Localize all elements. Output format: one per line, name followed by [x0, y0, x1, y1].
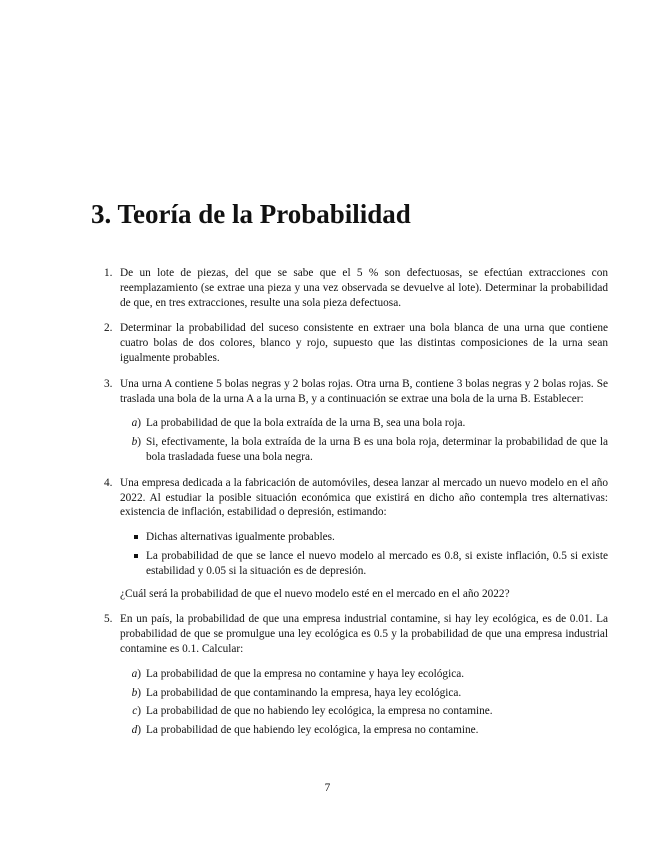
exercise-text: De un lote de piezas, del que se sabe que el 5 % son defectuosas, se efectúan extracciones con reemplazamiento (se extrae una pieza y una vez observada se devuelve al lote). Determinar la probabilidad de que, en tres extracciones, resulte una sola pieza defectuosa. [120, 267, 608, 309]
square-bullet-icon [134, 535, 138, 539]
exercise-question: ¿Cuál será la probabilidad de que el nuevo modelo esté en el mercado en el año 2022? [120, 587, 510, 600]
sub-question-text: La probabilidad de que la empresa no contamine y haya ley ecológica. [146, 667, 465, 680]
bullet-text: La probabilidad de que se lance el nuevo modelo al mercado es 0.8, si existe inflación, 0.5 si existe estabilidad y 0.05 si la situación es de depresión. [146, 549, 608, 577]
sub-question-b [131, 435, 608, 465]
sub-question-text: La probabilidad de que la bola extraída de la urna B, sea una bola roja. [146, 417, 466, 430]
bullet-item [146, 530, 608, 545]
sub-question-text: La probabilidad de que contaminando la empresa, haya ley ecológica. [146, 686, 462, 699]
exercise-number: 5. [104, 613, 113, 626]
exercise-text: En un país, la probabilidad de que una empresa industrial contamine, si hay ley ecológica, es de 0.01. La probabilidad de que se promulgue una ley ecológica es 0.5 y la probabilidad de que una empresa industrial contamine es 0.1. Calcular: [120, 613, 608, 655]
sub-question-a [131, 416, 608, 431]
sub-question-text: Si, efectivamente, la bola extraída de la urna B es una bola roja, determinar la probabilidad de que la bola trasladada fuese una bola negra. [146, 436, 608, 463]
sub-question-label: b) [131, 436, 141, 449]
sub-question-list [120, 416, 608, 464]
exercise-2 [104, 321, 608, 365]
exercise-text: Una urna A contiene 5 bolas negras y 2 bolas rojas. Otra urna B, contiene 3 bolas negras y 2 bolas rojas. Se traslada una bola de la urna A a la urna B, y a continuación se extrae una bola de la urna B. Establecer: [120, 377, 608, 405]
exercise-list [104, 266, 608, 749]
sub-question-text: La probabilidad de que habiendo ley ecológica, la empresa no contamine. [146, 724, 479, 737]
sub-question-label: c) [132, 705, 141, 718]
sub-question-d [131, 723, 608, 738]
exercise-text: Determinar la probabilidad del suceso consistente en extraer una bola blanca de una urna que contiene cuatro bolas de dos colores, blanco y rojo, supuesto que las distintas composiciones de la urna sean igualmente probables. [120, 322, 608, 364]
bullet-item [146, 549, 608, 579]
exercise-number: 2. [104, 322, 113, 335]
bullet-text: Dichas alternativas igualmente probables. [146, 531, 335, 544]
exercise-5 [104, 612, 608, 738]
sub-question-c [132, 704, 608, 719]
exercise-4 [104, 476, 608, 602]
exercise-1 [104, 266, 608, 310]
exercise-3 [104, 377, 608, 465]
exercise-text: Una empresa dedicada a la fabricación de automóviles, desea lanzar al mercado un nuevo modelo en el año 2022. Al estudiar la posible situación económica que existirá en dicho año contempla tres alternativas: existencia de inflación, estabilidad o depresión, estimando: [120, 476, 608, 519]
sub-question-label: a) [131, 417, 141, 430]
square-bullet-icon [134, 554, 138, 558]
bullet-list [120, 530, 608, 578]
exercise-number: 1. [104, 267, 113, 279]
sub-question-a [131, 667, 608, 682]
chapter-title: 3. Teoría de la Probabilidad [91, 199, 411, 229]
sub-question-label: b) [131, 686, 141, 699]
sub-question-label: d) [131, 724, 141, 737]
sub-question-label: a) [131, 667, 141, 680]
sub-question-text: La probabilidad de que no habiendo ley ecológica, la empresa no contamine. [146, 705, 493, 718]
sub-question-b [131, 686, 608, 701]
page-number: 7 [324, 782, 331, 794]
exercise-number: 4. [104, 476, 113, 489]
sub-question-list [120, 667, 608, 738]
exercise-number: 3. [104, 377, 113, 390]
